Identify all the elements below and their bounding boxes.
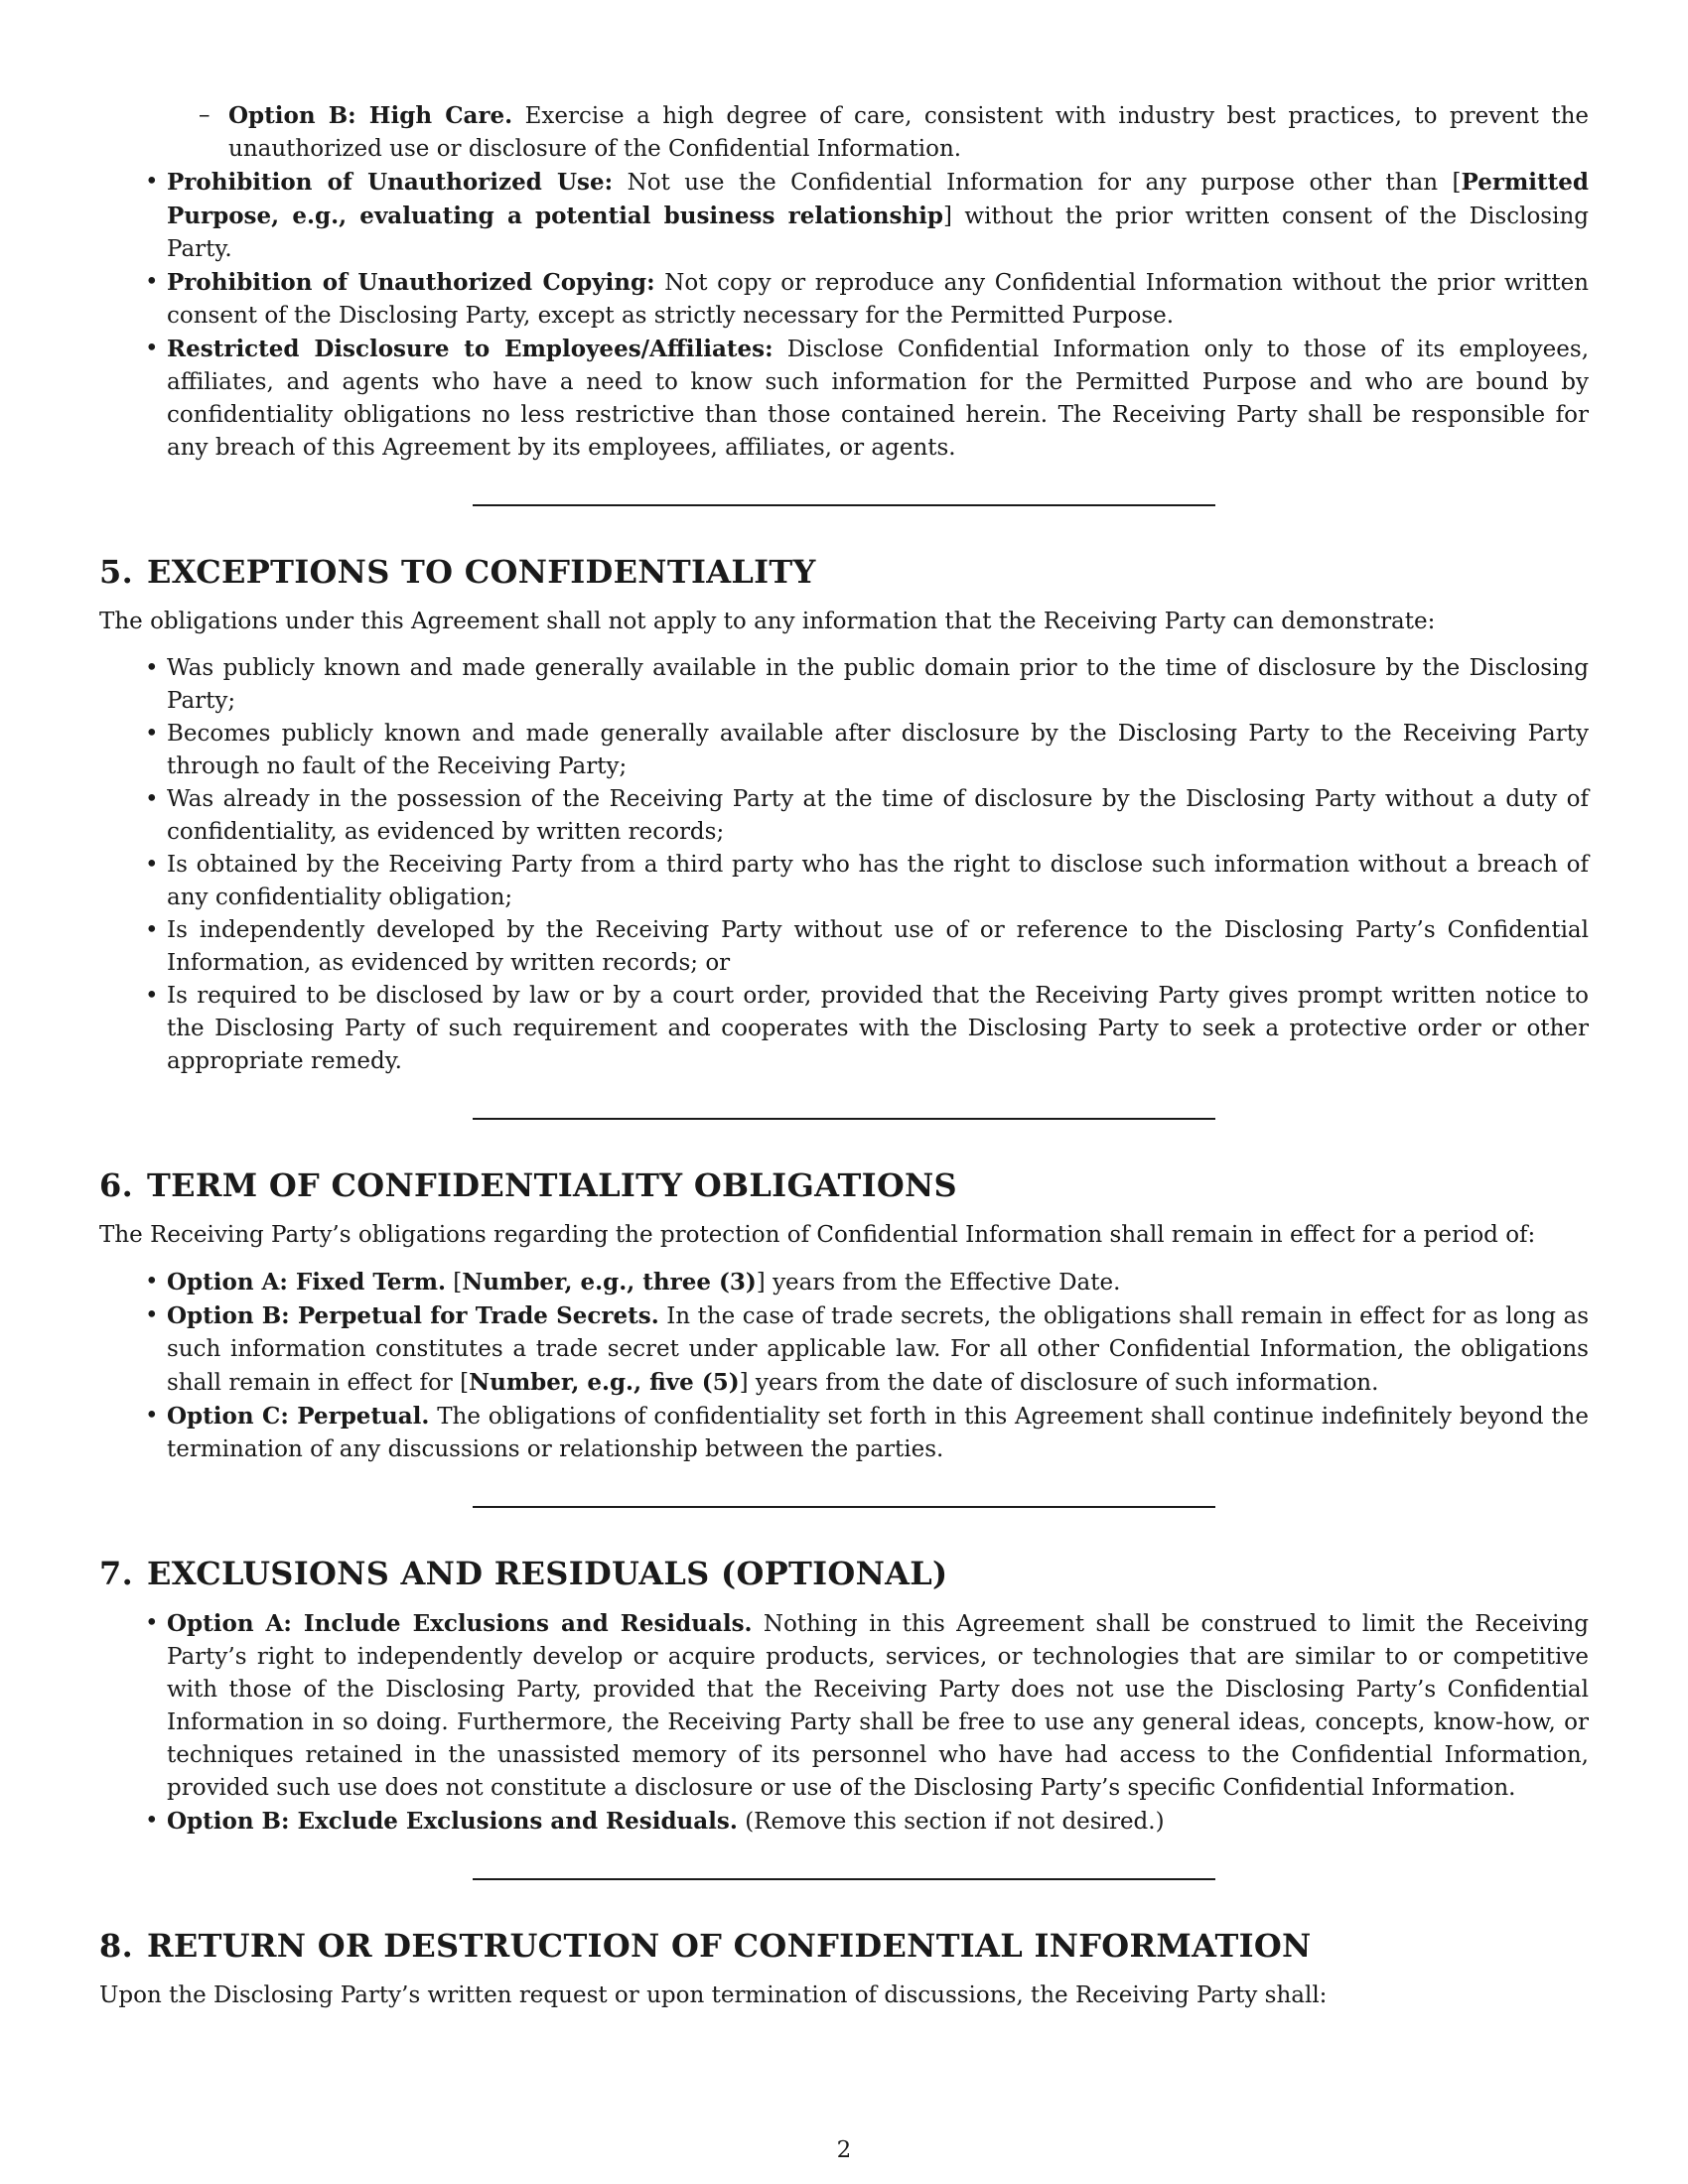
list-item: • Was publicly known and made generally available in the public domain prior to the time of disclosure by the Disclosing Party; <box>99 652 1589 718</box>
section-heading-8 <box>99 1926 1589 1966</box>
section-title: TERM OF CONFIDENTIALITY OBLIGATIONS <box>147 1166 957 1204</box>
list-item: • Was already in the possession of the Receiving Party at the time of disclosure by the Disclosing Party without a duty of confidentiality, as evidenced by written records; <box>99 783 1589 849</box>
item-text: Disclose Confidential Information only to those of its employees, affiliates, and agents who have a need to know such information for the Permitted Purpose and who are bound by confidentiality obligations no less restrictive than those contained herein. The Receiving Party shall be responsible for any breach of this Agreement by its employees, affiliates, or agents. <box>167 337 1590 461</box>
section-heading-6 <box>99 1165 1589 1205</box>
section-title: EXCLUSIONS AND RESIDUALS (OPTIONAL) <box>147 1555 948 1592</box>
list-item: • Is required to be disclosed by law or by a court order, provided that the Receiving Party gives prompt written notice to the Disclosing Party of such requirement and cooperates with the Disclosing Party to seek a protective order or other appropriate remedy. <box>99 980 1589 1078</box>
section-intro: The obligations under this Agreement shall not apply to any information that the Receiving Party can demonstrate: <box>99 609 1436 634</box>
section-number: 5. <box>99 553 134 591</box>
section-number: 8. <box>99 1927 134 1965</box>
exceptions-list <box>99 652 1589 1078</box>
item-text: ] without the prior written consent of the Disclosing Party. <box>167 204 1589 262</box>
option-text: The obligations of confidentiality set forth in this Agreement shall continue indefinitely beyond the termination of any discussions or relationship between the parties. <box>167 1404 1589 1462</box>
list-item <box>99 1299 1589 1400</box>
item-text: Not copy or reproduce any Confidential Information without the prior written consent of the Disclosing Party, except as strictly necessary for the Permitted Purpose. <box>167 270 1589 329</box>
list-item <box>99 266 1589 333</box>
section-divider <box>473 1506 1215 1508</box>
list-item: • Becomes publicly known and made generally available after disclosure by the Disclosing Party to the Receiving Party through no fault of the Receiving Party; <box>99 718 1589 783</box>
option-text: Nothing in this Agreement shall be construed to limit the Receiving Party’s right to independently develop or acquire products, services, or technologies that are similar to or competitive with those of the Disclosing Party, provided that the Receiving Party does not use the Disclosing Party’s Confidential Information in so doing. Furthermore, the Receiving Party shall be free to use any general ideas, concepts, know-how, or techniques retained in the unassisted memory of its personnel who have had access to the Confidential Information, provided such use does not constitute a disclosure or use of the Disclosing Party’s specific Confidential Information. <box>167 1611 1589 1801</box>
sub-option-b-high-care <box>99 99 1589 166</box>
list-item <box>99 1805 1589 1839</box>
list-item: • Is obtained by the Receiving Party from a third party who has the right to disclose such information without a breach of any confidentiality obligation; <box>99 849 1589 914</box>
item-label: Restricted Disclosure to Employees/Affiliates: <box>167 336 774 362</box>
residuals-options-list <box>99 1607 1589 1839</box>
section-number: 6. <box>99 1166 134 1204</box>
option-text: In the case of trade secrets, the obligations shall remain in effect for as long as such information constitutes a trade secret under applicable law. For all other Confidential Information, the obligations shall remain in effect for [ <box>167 1303 1590 1396</box>
list-item <box>99 1400 1589 1466</box>
section-title: EXCEPTIONS TO CONFIDENTIALITY <box>147 553 816 591</box>
care-sub-options <box>99 99 1589 166</box>
option-label: Option B: Perpetual for Trade Secrets. <box>167 1302 659 1329</box>
section4-obligations-list <box>99 166 1589 465</box>
section-divider <box>473 1118 1215 1120</box>
section-divider <box>473 504 1215 506</box>
section-heading-5 <box>99 552 1589 592</box>
item-label: Prohibition of Unauthorized Use: <box>167 169 614 196</box>
placeholder-number: Number, e.g., five (5) <box>469 1369 740 1396</box>
placeholder-permitted-purpose: Permitted Purpose, e.g., evaluating a potential business relationship <box>167 169 1589 229</box>
section-title: RETURN OR DESTRUCTION OF CONFIDENTIAL INFORMATION <box>147 1927 1312 1965</box>
option-label: Option B: Exclude Exclusions and Residuals. <box>167 1808 738 1835</box>
list-item: • Is independently developed by the Receiving Party without use of or reference to the Disclosing Party’s Confidential Information, as evidenced by written records; or <box>99 914 1589 980</box>
option-text: [ <box>445 1270 463 1296</box>
section-divider <box>473 1878 1215 1880</box>
list-item <box>99 1266 1589 1299</box>
option-label: Option A: Fixed Term. <box>167 1269 446 1296</box>
section-heading-7 <box>99 1554 1589 1593</box>
option-label: Option A: Include Exclusions and Residuals. <box>167 1610 753 1637</box>
list-item <box>99 333 1589 465</box>
item-label: Prohibition of Unauthorized Copying: <box>167 269 655 296</box>
page-number: 2 <box>836 2137 852 2163</box>
option-label: Option B: High Care. <box>228 102 513 129</box>
option-label: Option C: Perpetual. <box>167 1403 430 1430</box>
section-intro: The Receiving Party’s obligations regarding the protection of Confidential Information shall remain in effect for a period of: <box>99 1222 1536 1248</box>
option-text: ] years from the Effective Date. <box>756 1270 1121 1296</box>
list-item <box>99 1607 1589 1805</box>
section-intro: Upon the Disclosing Party’s written request or upon termination of discussions, the Receiving Party shall: <box>99 1982 1328 2008</box>
option-text: Exercise a high degree of care, consistent with industry best practices, to prevent the unauthorized use or disclosure of the Confidential Information. <box>228 103 1589 162</box>
placeholder-number: Number, e.g., three (3) <box>462 1269 757 1296</box>
list-item <box>99 166 1589 266</box>
term-options-list <box>99 1266 1589 1466</box>
item-text: Not use the Confidential Information for any purpose other than [ <box>613 170 1462 196</box>
section-number: 7. <box>99 1555 134 1592</box>
document-page <box>99 99 1589 2026</box>
option-text: (Remove this section if not desired.) <box>737 1809 1165 1835</box>
option-text: ] years from the date of disclosure of such information. <box>739 1370 1379 1396</box>
